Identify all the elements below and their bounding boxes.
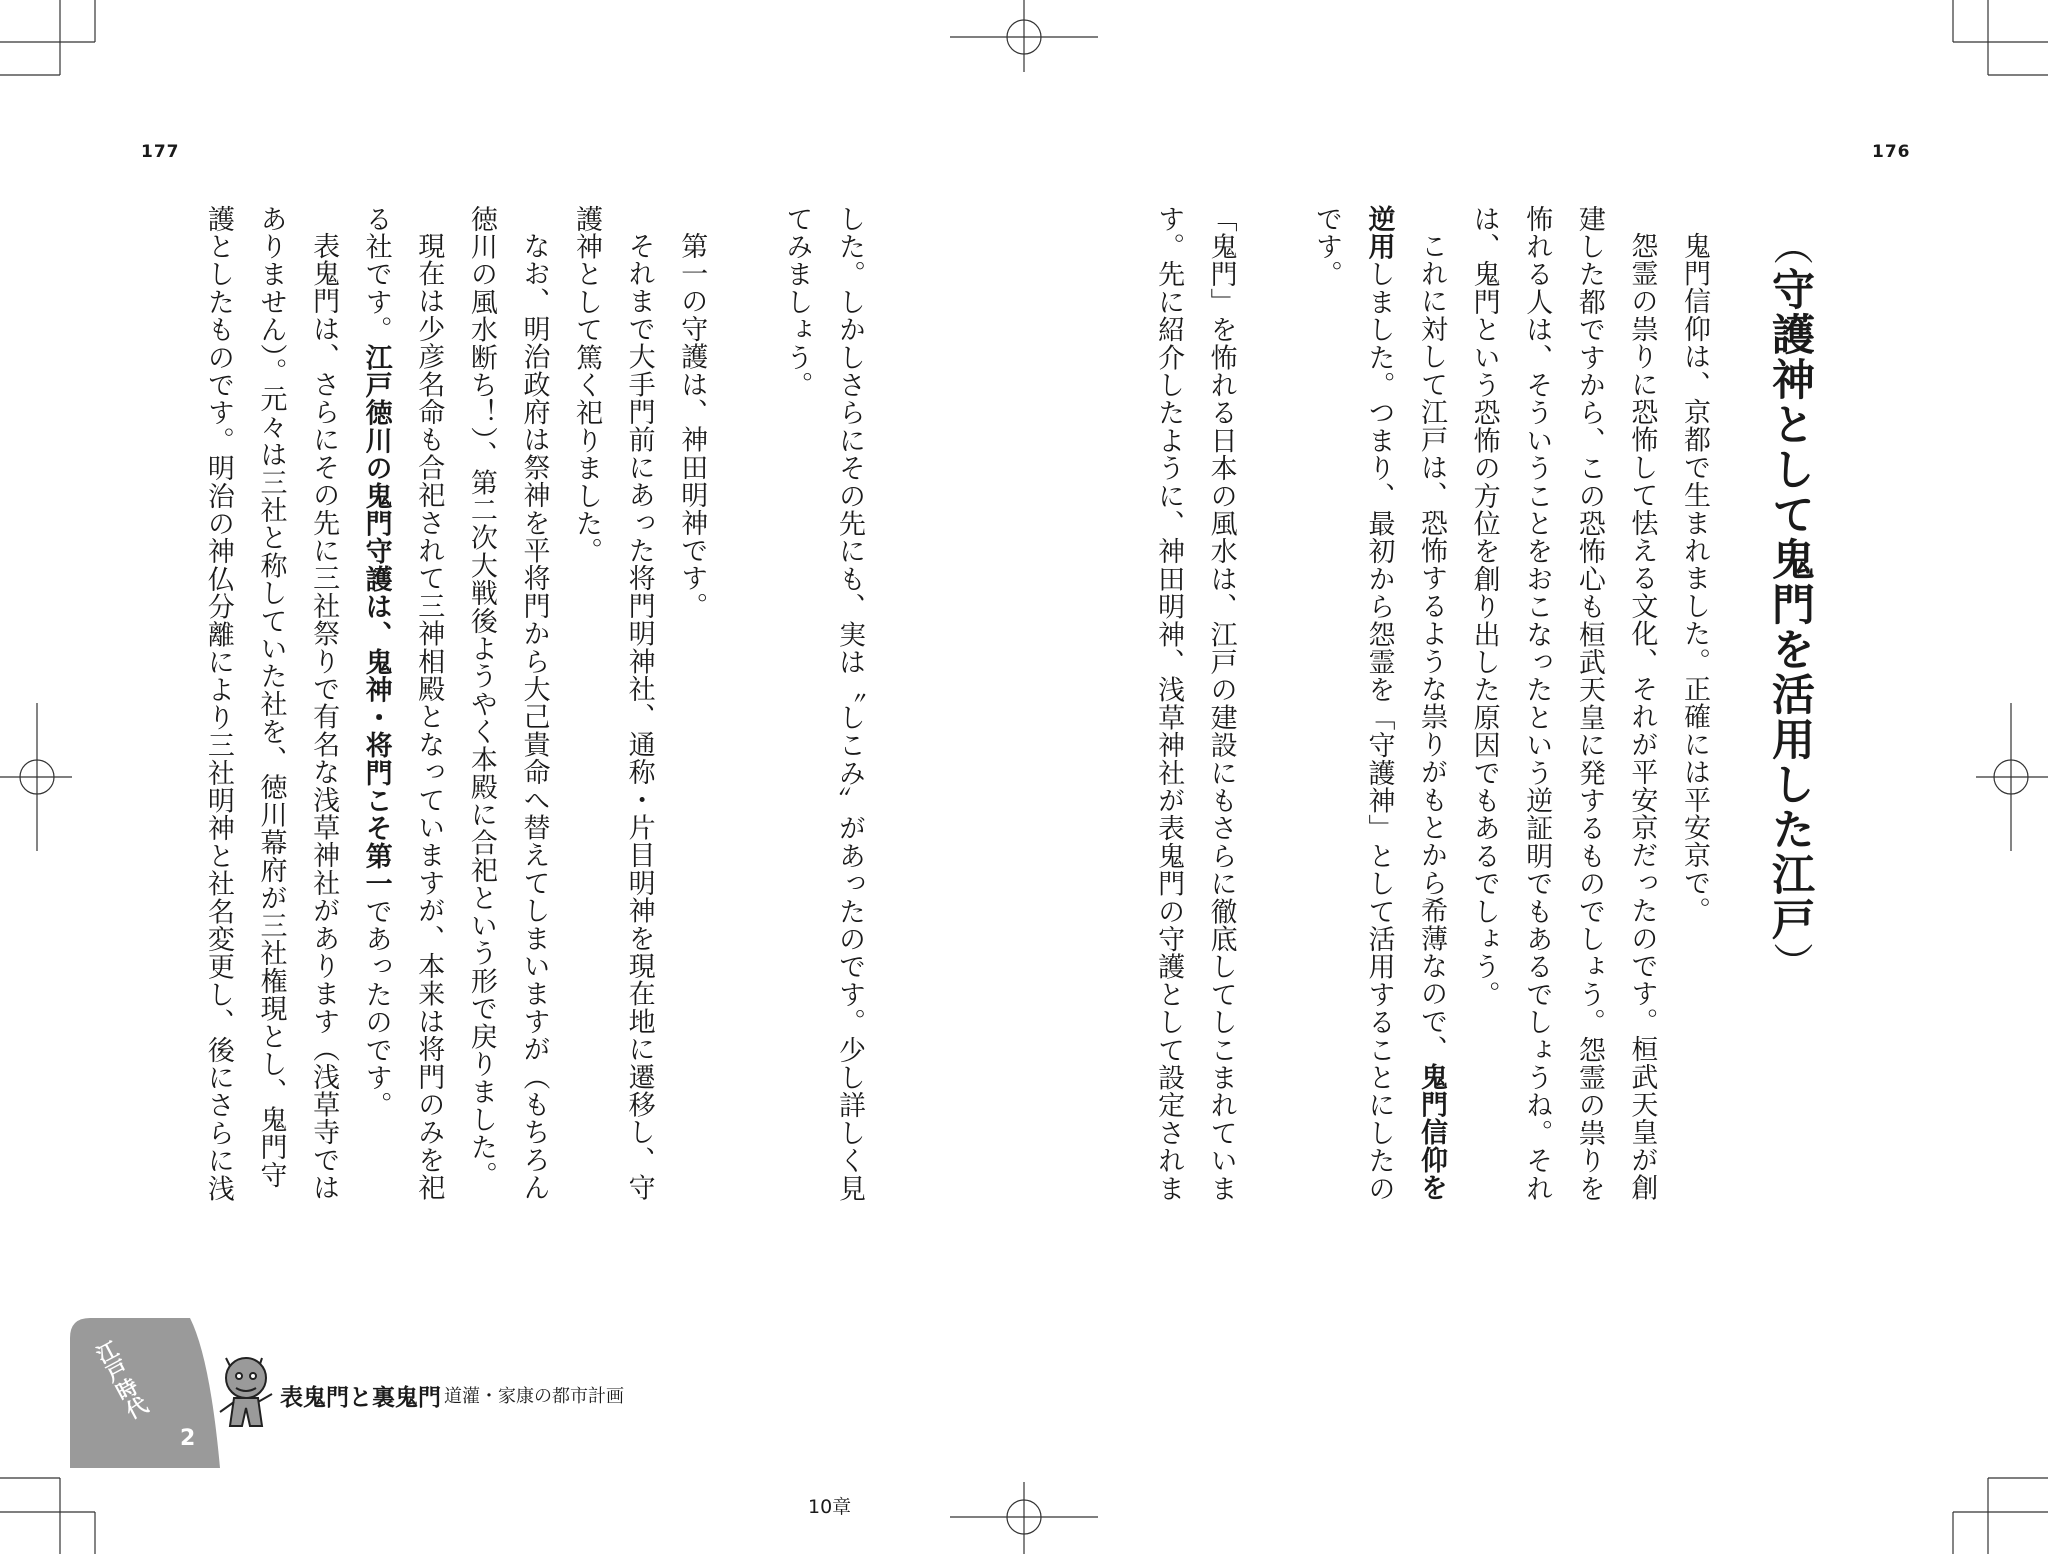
right-body-line — [1352, 205, 1405, 1203]
right-body-text: これに対して江戸は、恐怖するような祟りがもとから希薄なので、 — [1416, 232, 1448, 1063]
right-body-line — [1615, 205, 1668, 1202]
left-body-text: それまで大手門前にあった将門明神社、通称・片目明神を現在地に遷移し、守 — [623, 232, 655, 1202]
left-body-text: る社です。 — [360, 205, 392, 344]
right-body-text: 怨霊の祟りに恐怖して怯える文化、それが平安京だったのです。桓武天皇が創 — [1626, 232, 1658, 1202]
right-body-text: 鬼門信仰は、京都で生まれました。正確には平安京で。 — [1679, 232, 1710, 925]
left-body-line — [507, 205, 560, 1202]
footer-title: 表鬼門と裏鬼門 — [280, 1385, 441, 1411]
right-body-line — [1247, 205, 1300, 1105]
right-body-text: す。先に紹介したように、神田明神、浅草神社が表鬼門の守護として設定されま — [1153, 205, 1185, 1203]
heading-close-paren: ） — [1767, 942, 1813, 984]
right-body-bold-text: 鬼門信仰を — [1416, 1063, 1448, 1202]
right-body-text: です。 — [1310, 205, 1342, 289]
right-page-body — [1140, 205, 1720, 1203]
right-body-text: は、鬼門という恐怖の方位を創り出した原因でもあるでしょう。 — [1468, 205, 1500, 1009]
left-body-line — [822, 205, 875, 1203]
left-body-line — [770, 205, 823, 1105]
left-body-text: てみましょう。 — [781, 205, 813, 399]
left-body-line — [717, 205, 770, 1105]
left-body-bold-text: 江戸徳川の鬼門守護は、鬼神・将門こそ第一 — [360, 343, 392, 898]
chapter-label: 10章 — [808, 1496, 852, 1518]
section-heading — [1760, 225, 1820, 984]
right-body-line — [1510, 205, 1563, 1203]
left-body-text: 第一の守護は、神田明神です。 — [676, 232, 708, 620]
right-body-line — [1404, 205, 1457, 1202]
left-body-line — [191, 205, 244, 1203]
right-body-text: しました。つまり、最初から怨霊を「守護神」として活用することにしたの — [1363, 260, 1395, 1203]
heading-open-paren: （ — [1767, 225, 1813, 267]
heading-text: 守護神として鬼門を活用した江戸 — [1765, 267, 1815, 942]
left-body-line — [244, 205, 297, 1189]
left-page-body — [190, 205, 875, 1203]
right-body-bold-text: 逆用 — [1363, 205, 1395, 261]
left-body-text: 徳川の風水断ち！）、第二次大戦後ようやく本殿に合祀という形で戻りました。 — [465, 205, 497, 1189]
page-number-right: 176 — [1872, 142, 1911, 162]
chapter-tab-label: 江戸時代 — [90, 1337, 152, 1423]
left-body-text: 現在は少彦名命も合祀されて三神相殿となっていますが、本来は将門のみを祀 — [413, 232, 445, 1202]
left-body-line — [454, 205, 507, 1189]
right-body-line — [1667, 205, 1720, 1105]
left-body-line — [349, 205, 402, 1120]
left-body-text: した。しかしさらにその先にも、実は〝しこみ〟があったのです。少し詳しく見 — [834, 205, 865, 1203]
left-body-text: ありません）。元々は三社と称していた社を、徳川幕府が三社権現とし、鬼門守 — [255, 205, 287, 1189]
left-body-line — [402, 205, 455, 1202]
oni-demon-icon — [212, 1348, 282, 1438]
left-body-text: 表鬼門は、さらにその先に三社祭りで有名な浅草神社があります（浅草寺では — [308, 232, 340, 1202]
right-body-text: 建した都ですから、この恐怖心も桓武天皇に発するものでしょう。怨霊の祟りを — [1573, 205, 1605, 1203]
right-body-line — [1457, 205, 1510, 1105]
left-body-text: 護としたものです。明治の神仏分離により三社明神と社名変更し、後にさらに浅 — [202, 205, 234, 1203]
left-body-line — [612, 205, 665, 1202]
right-body-line — [1194, 205, 1247, 1203]
left-body-text: 護神として篤く祀りました。 — [571, 205, 603, 566]
right-body-text: 「鬼門」を怖れる日本の風水は、江戸の建設にもさらに徹底してしこまれていま — [1205, 205, 1237, 1203]
right-body-line — [1562, 205, 1615, 1203]
right-body-line — [1141, 205, 1194, 1203]
footer-subtitle: 道灌・家康の都市計画 — [444, 1386, 624, 1407]
chapter-tab-number: 2 — [180, 1426, 196, 1451]
left-body-text: なお、明治政府は祭神を平将門から大己貴命へ替えてしまいますが（もちろん — [518, 232, 550, 1202]
left-body-text: であったのです。 — [360, 897, 392, 1120]
chapter-tab-shape — [70, 1318, 220, 1468]
left-body-line — [559, 205, 612, 1105]
right-body-line — [1299, 205, 1352, 1105]
left-body-line — [296, 205, 349, 1202]
left-body-line — [665, 205, 718, 1105]
right-body-text: 怖れる人は、そういうことをおこなったという逆証明でもあるでしょうね。それ — [1521, 205, 1553, 1203]
page-number-left: 177 — [141, 142, 180, 162]
